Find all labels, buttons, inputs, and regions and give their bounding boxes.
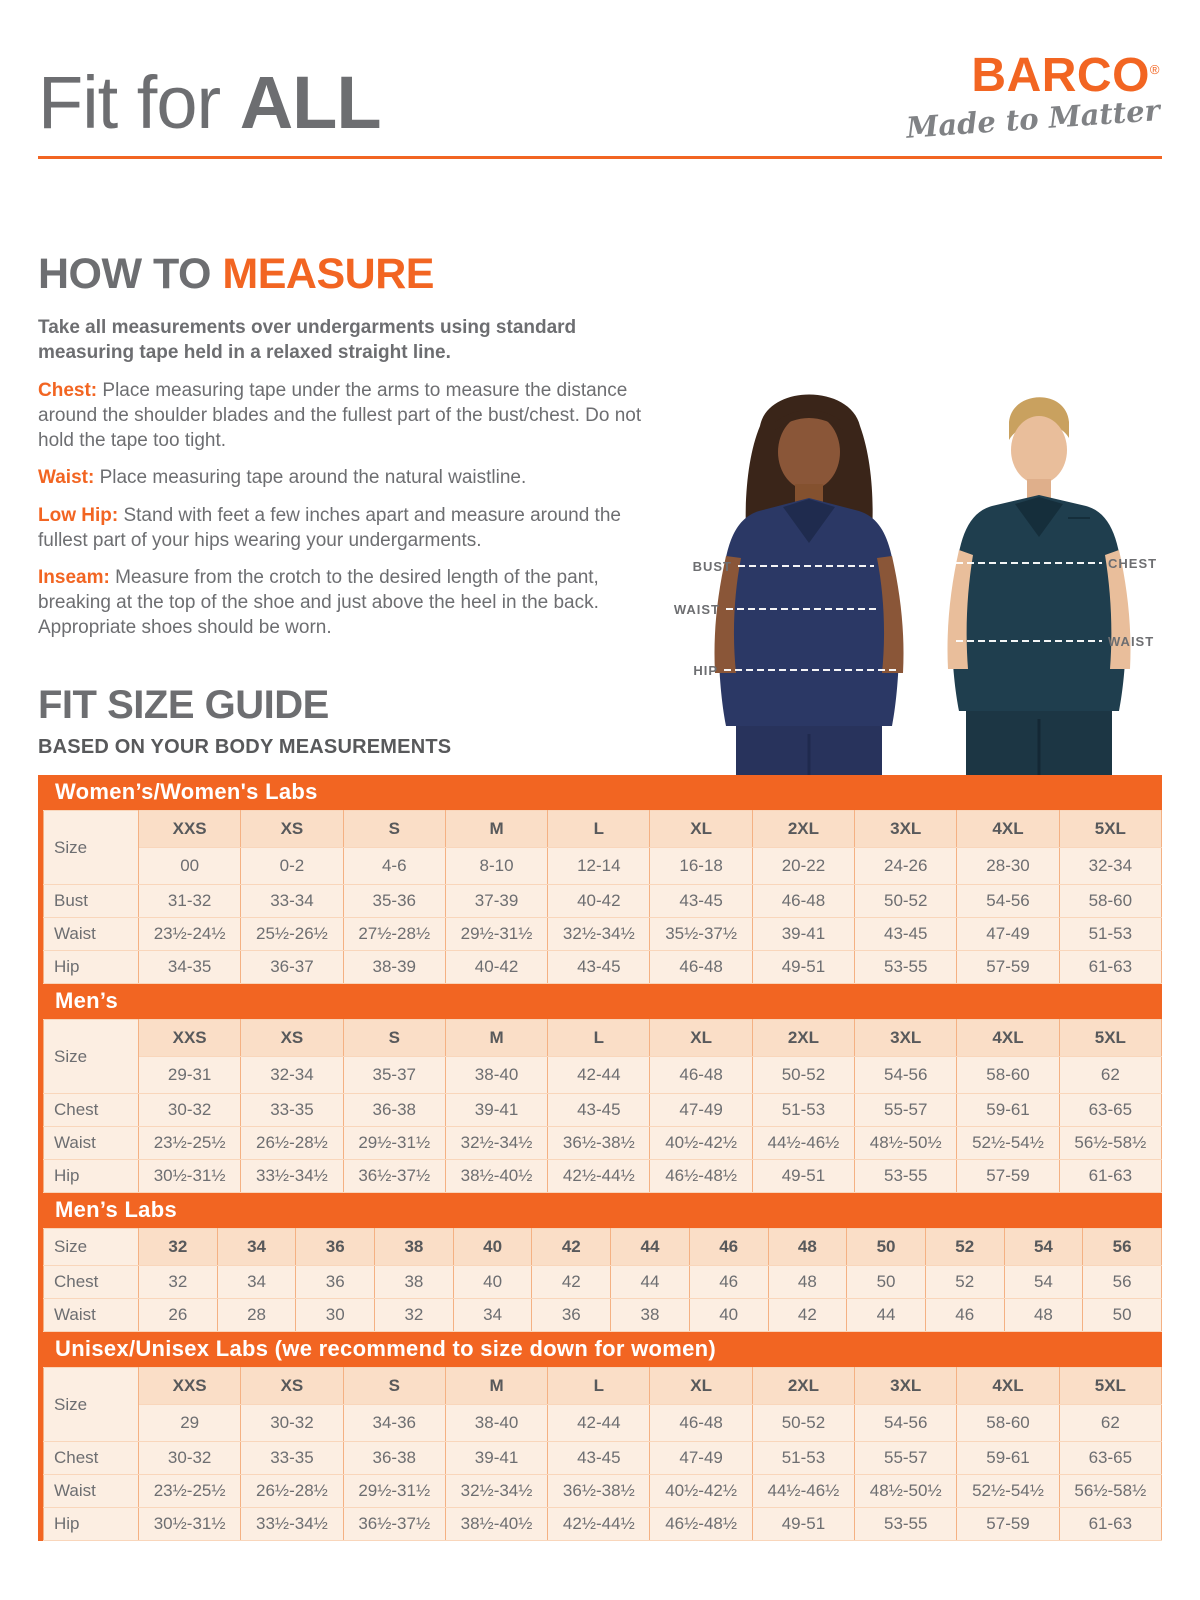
size-column-header: Size xyxy=(44,1020,139,1094)
alt-size-cell: 4-6 xyxy=(343,848,445,885)
measurement-cell: 54-56 xyxy=(957,885,1059,918)
measurement-cell: 43-45 xyxy=(855,918,957,951)
measurement-cell: 42½-44½ xyxy=(548,1160,650,1193)
alt-size-cell: 8-10 xyxy=(445,848,547,885)
measure-step-inseam xyxy=(38,566,643,640)
size-header-cell: 2XL xyxy=(752,811,854,848)
size-header-cell: 52 xyxy=(925,1229,1004,1266)
measurement-cell: 51-53 xyxy=(752,1094,854,1127)
size-header-cell: 38 xyxy=(375,1229,454,1266)
row-label-cell: Chest xyxy=(44,1442,139,1475)
measurement-row xyxy=(44,1094,1162,1127)
measurement-cell: 36-38 xyxy=(343,1094,445,1127)
chest-label: CHEST xyxy=(1108,556,1158,571)
alt-size-cell: 58-60 xyxy=(957,1057,1059,1094)
measurement-cell: 35-36 xyxy=(343,885,445,918)
measurement-row xyxy=(44,1442,1162,1475)
fit-size-guide-subheading: BASED ON YOUR BODY MEASUREMENTS xyxy=(38,736,452,758)
measurement-row xyxy=(44,1266,1162,1299)
size-table xyxy=(43,1367,1162,1541)
measurement-cell: 63-65 xyxy=(1059,1442,1161,1475)
alt-size-cell: 24-26 xyxy=(855,848,957,885)
measurement-cell: 23½-25½ xyxy=(139,1475,241,1508)
measurement-cell: 43-45 xyxy=(650,885,752,918)
woman-waist-label: WAIST xyxy=(673,602,720,617)
row-label-cell: Hip xyxy=(44,1160,139,1193)
size-header-cell: XXS xyxy=(139,1020,241,1057)
measurement-row xyxy=(44,1299,1162,1332)
alt-size-cell: 46-48 xyxy=(650,1057,752,1094)
measure-step-waist xyxy=(38,466,643,491)
alt-size-cell: 38-40 xyxy=(445,1057,547,1094)
measurement-cell: 36½-37½ xyxy=(343,1508,445,1541)
measurement-cell: 46-48 xyxy=(752,885,854,918)
size-header-cell: M xyxy=(445,811,547,848)
alt-size-row xyxy=(44,848,1162,885)
header xyxy=(38,49,1161,145)
measurement-cell: 51-53 xyxy=(1059,918,1161,951)
size-header-cell: 34 xyxy=(217,1229,296,1266)
alt-size-cell: 42-44 xyxy=(548,1405,650,1442)
measurement-cell: 34 xyxy=(217,1266,296,1299)
row-label-cell: Waist xyxy=(44,1475,139,1508)
measure-step-chest xyxy=(38,379,643,453)
alt-size-cell: 30-32 xyxy=(241,1405,343,1442)
measurement-cell: 59-61 xyxy=(957,1442,1059,1475)
size-header-cell: 3XL xyxy=(855,1368,957,1405)
mens-labs-size-table xyxy=(43,1228,1162,1332)
measurement-cell: 36 xyxy=(296,1266,375,1299)
unisex-table-section xyxy=(38,1332,1162,1541)
size-header-cell: 5XL xyxy=(1059,1368,1161,1405)
measurement-cell: 38½-40½ xyxy=(445,1508,547,1541)
measurement-cell: 48½-50½ xyxy=(855,1127,957,1160)
measurement-cell: 47-49 xyxy=(650,1442,752,1475)
measurement-cell: 52½-54½ xyxy=(957,1475,1059,1508)
step-text: Stand with feet a few inches apart and measure around the fullest part of your hips wearing your undergarments. xyxy=(38,504,621,551)
measurement-cell: 50 xyxy=(847,1266,926,1299)
row-label-cell: Hip xyxy=(44,1508,139,1541)
size-header-cell: 4XL xyxy=(957,811,1059,848)
womens-table-title: Women’s/Women's Labs xyxy=(43,775,1162,810)
size-header-cell: 46 xyxy=(689,1229,768,1266)
fit-size-guide-section xyxy=(38,683,1162,1541)
measurement-cell: 33½-34½ xyxy=(241,1160,343,1193)
measurement-cell: 33-34 xyxy=(241,885,343,918)
brand-name xyxy=(906,49,1160,102)
measure-intro: Take all measurements over undergarments using standard measuring tape held in a relaxed straight line. xyxy=(38,317,577,364)
measurement-cell: 40 xyxy=(453,1266,532,1299)
measurement-cell: 31-32 xyxy=(139,885,241,918)
size-header-cell: 56 xyxy=(1083,1229,1162,1266)
row-label-cell: Chest xyxy=(44,1266,139,1299)
measurement-cell: 36½-38½ xyxy=(548,1475,650,1508)
measurement-cell: 32½-34½ xyxy=(548,918,650,951)
mens-table-title: Men’s xyxy=(43,984,1162,1019)
alt-size-cell: 38-40 xyxy=(445,1405,547,1442)
alt-size-cell: 46-48 xyxy=(650,1405,752,1442)
womens-table-section xyxy=(38,775,1162,984)
measurement-cell: 58-60 xyxy=(1059,885,1161,918)
measurement-cell: 44 xyxy=(611,1266,690,1299)
how-to-measure-section xyxy=(38,250,643,653)
measurement-cell: 36½-37½ xyxy=(343,1160,445,1193)
size-header-cell: 50 xyxy=(847,1229,926,1266)
measurement-cell: 42 xyxy=(532,1266,611,1299)
measurement-cell: 29½-31½ xyxy=(445,918,547,951)
measurement-cell: 42 xyxy=(768,1299,847,1332)
alt-size-cell: 50-52 xyxy=(752,1057,854,1094)
measurement-cell: 39-41 xyxy=(445,1094,547,1127)
alt-size-cell: 0-2 xyxy=(241,848,343,885)
measurement-cell: 34 xyxy=(453,1299,532,1332)
measurement-cell: 32½-34½ xyxy=(445,1475,547,1508)
header-divider xyxy=(38,156,1162,159)
size-header-cell: 5XL xyxy=(1059,811,1161,848)
size-header-row xyxy=(44,811,1162,848)
measurement-cell: 61-63 xyxy=(1059,1508,1161,1541)
step-text: Place measuring tape under the arms to measure the distance around the shoulder blades and the fullest part of the bust/chest. Do not hold the tape too tight. xyxy=(38,380,642,451)
measurement-cell: 26½-28½ xyxy=(241,1127,343,1160)
step-label: Inseam: xyxy=(38,567,110,589)
fit-size-guide-heading: FIT SIZE GUIDE xyxy=(38,683,329,727)
size-header-cell: XS xyxy=(241,1020,343,1057)
measurement-cell: 30½-31½ xyxy=(139,1508,241,1541)
size-header-cell: S xyxy=(343,811,445,848)
alt-size-cell: 35-37 xyxy=(343,1057,445,1094)
measurement-cell: 55-57 xyxy=(855,1094,957,1127)
size-header-cell: 40 xyxy=(453,1229,532,1266)
measurement-cell: 40½-42½ xyxy=(650,1475,752,1508)
size-header-cell: 2XL xyxy=(752,1368,854,1405)
alt-size-cell: 29 xyxy=(139,1405,241,1442)
size-header-cell: XXS xyxy=(139,1368,241,1405)
measurement-cell: 36 xyxy=(532,1299,611,1332)
measurement-cell: 33-35 xyxy=(241,1094,343,1127)
alt-size-cell: 00 xyxy=(139,848,241,885)
step-label: Chest: xyxy=(38,380,98,402)
measurement-cell: 47-49 xyxy=(957,918,1059,951)
step-text: Place measuring tape around the natural waistline. xyxy=(94,467,527,489)
size-header-cell: M xyxy=(445,1020,547,1057)
alt-size-cell: 20-22 xyxy=(752,848,854,885)
measurement-cell: 46 xyxy=(925,1299,1004,1332)
measurement-cell: 44½-46½ xyxy=(752,1475,854,1508)
measurement-cell: 57-59 xyxy=(957,951,1059,984)
measurement-cell: 43-45 xyxy=(548,951,650,984)
size-header-cell: L xyxy=(548,1368,650,1405)
measurement-cell: 46 xyxy=(689,1266,768,1299)
measurement-row xyxy=(44,1160,1162,1193)
row-label-cell: Chest xyxy=(44,1094,139,1127)
measurement-row xyxy=(44,885,1162,918)
size-header-cell: 44 xyxy=(611,1229,690,1266)
size-header-cell: L xyxy=(548,811,650,848)
measurement-cell: 42½-44½ xyxy=(548,1508,650,1541)
measurement-cell: 32 xyxy=(139,1266,218,1299)
page-title-heavy: ALL xyxy=(239,61,381,144)
measurement-cell: 29½-31½ xyxy=(343,1475,445,1508)
how-to-measure-heading xyxy=(38,250,643,299)
size-tables xyxy=(38,775,1162,1541)
heading-orange-part: MEASURE xyxy=(222,250,434,298)
size-header-cell: 2XL xyxy=(752,1020,854,1057)
measurement-cell: 40 xyxy=(689,1299,768,1332)
alt-size-cell: 42-44 xyxy=(548,1057,650,1094)
measurement-cell: 44 xyxy=(847,1299,926,1332)
alt-size-cell: 62 xyxy=(1059,1405,1161,1442)
measurement-cell: 38-39 xyxy=(343,951,445,984)
bust-label: BUST xyxy=(692,559,732,574)
size-header-cell: 4XL xyxy=(957,1020,1059,1057)
alt-size-cell: 62 xyxy=(1059,1057,1161,1094)
brand-tagline: Made to Matter xyxy=(905,93,1161,145)
measurement-cell: 47-49 xyxy=(650,1094,752,1127)
measurement-cell: 34-35 xyxy=(139,951,241,984)
measurement-cell: 39-41 xyxy=(752,918,854,951)
size-header-cell: M xyxy=(445,1368,547,1405)
measurement-cell: 43-45 xyxy=(548,1094,650,1127)
size-header-cell: 54 xyxy=(1004,1229,1083,1266)
size-header-cell: XL xyxy=(650,1368,752,1405)
measurement-cell: 52 xyxy=(925,1266,1004,1299)
measurement-cell: 59-61 xyxy=(957,1094,1059,1127)
measurement-cell: 49-51 xyxy=(752,1508,854,1541)
unisex-size-table xyxy=(43,1367,1162,1541)
measurement-cell: 33-35 xyxy=(241,1442,343,1475)
row-label-cell: Waist xyxy=(44,1127,139,1160)
measurement-cell: 32½-34½ xyxy=(445,1127,547,1160)
measurement-row xyxy=(44,1127,1162,1160)
measurement-cell: 40-42 xyxy=(445,951,547,984)
measurement-cell: 36-37 xyxy=(241,951,343,984)
measurement-cell: 28 xyxy=(217,1299,296,1332)
measurement-cell: 56 xyxy=(1083,1266,1162,1299)
measurement-cell: 46-48 xyxy=(650,951,752,984)
alt-size-cell: 12-14 xyxy=(548,848,650,885)
measurement-cell: 30-32 xyxy=(139,1094,241,1127)
size-header-row xyxy=(44,1229,1162,1266)
row-label-cell: Waist xyxy=(44,1299,139,1332)
alt-size-row xyxy=(44,1405,1162,1442)
measurement-cell: 30 xyxy=(296,1299,375,1332)
measurement-cell: 30½-31½ xyxy=(139,1160,241,1193)
size-table xyxy=(43,1019,1162,1193)
measurement-row xyxy=(44,951,1162,984)
page-title-light: Fit for xyxy=(38,61,240,144)
measurement-cell: 23½-25½ xyxy=(139,1127,241,1160)
measurement-cell: 32 xyxy=(375,1299,454,1332)
measurement-cell: 27½-28½ xyxy=(343,918,445,951)
row-label-cell: Waist xyxy=(44,918,139,951)
measure-step-low-hip xyxy=(38,504,643,553)
measurement-row xyxy=(44,918,1162,951)
alt-size-cell: 32-34 xyxy=(241,1057,343,1094)
measurement-cell: 53-55 xyxy=(855,951,957,984)
row-label-cell: Bust xyxy=(44,885,139,918)
measurement-cell: 53-55 xyxy=(855,1508,957,1541)
alt-size-cell: 28-30 xyxy=(957,848,1059,885)
measurement-cell: 48 xyxy=(1004,1299,1083,1332)
alt-size-cell: 34-36 xyxy=(343,1405,445,1442)
measurement-cell: 56½-58½ xyxy=(1059,1127,1161,1160)
measurement-cell: 54 xyxy=(1004,1266,1083,1299)
alt-size-cell: 54-56 xyxy=(855,1405,957,1442)
size-header-row xyxy=(44,1020,1162,1057)
measurement-cell: 50-52 xyxy=(855,885,957,918)
alt-size-cell: 58-60 xyxy=(957,1405,1059,1442)
size-header-cell: 32 xyxy=(139,1229,218,1266)
measurement-cell: 63-65 xyxy=(1059,1094,1161,1127)
measurement-cell: 33½-34½ xyxy=(241,1508,343,1541)
size-header-cell: 36 xyxy=(296,1229,375,1266)
measurement-cell: 26 xyxy=(139,1299,218,1332)
page-title xyxy=(38,52,381,144)
measurement-row xyxy=(44,1508,1162,1541)
measurement-cell: 36½-38½ xyxy=(548,1127,650,1160)
size-header-cell: S xyxy=(343,1368,445,1405)
measurement-cell: 43-45 xyxy=(548,1442,650,1475)
size-header-cell: S xyxy=(343,1020,445,1057)
size-header-cell: XL xyxy=(650,1020,752,1057)
size-column-header: Size xyxy=(44,1368,139,1442)
measurement-cell: 23½-24½ xyxy=(139,918,241,951)
size-header-cell: 48 xyxy=(768,1229,847,1266)
measurement-cell: 39-41 xyxy=(445,1442,547,1475)
womens-size-table xyxy=(43,810,1162,984)
size-header-cell: XS xyxy=(241,811,343,848)
measurement-cell: 40½-42½ xyxy=(650,1127,752,1160)
measurement-cell: 61-63 xyxy=(1059,1160,1161,1193)
alt-size-row xyxy=(44,1057,1162,1094)
measurement-cell: 49-51 xyxy=(752,1160,854,1193)
measurement-cell: 37-39 xyxy=(445,885,547,918)
measurement-cell: 51-53 xyxy=(752,1442,854,1475)
size-header-cell: XL xyxy=(650,811,752,848)
measurement-cell: 53-55 xyxy=(855,1160,957,1193)
measurement-row xyxy=(44,1475,1162,1508)
row-label-cell: Hip xyxy=(44,951,139,984)
measurement-cell: 48 xyxy=(768,1266,847,1299)
mens-labs-table-section xyxy=(38,1193,1162,1332)
step-label: Low Hip: xyxy=(38,504,119,526)
size-header-cell: XS xyxy=(241,1368,343,1405)
measurement-cell: 46½-48½ xyxy=(650,1160,752,1193)
measurement-cell: 40-42 xyxy=(548,885,650,918)
brand-wordmark: BARCO xyxy=(971,49,1150,102)
size-header-row xyxy=(44,1368,1162,1405)
measurement-cell: 57-59 xyxy=(957,1160,1059,1193)
measurement-cell: 56½-58½ xyxy=(1059,1475,1161,1508)
measurement-cell: 48½-50½ xyxy=(855,1475,957,1508)
heading-gray-part: HOW TO xyxy=(38,250,223,298)
measurement-cell: 38 xyxy=(375,1266,454,1299)
measurement-cell: 29½-31½ xyxy=(343,1127,445,1160)
measurement-cell: 35½-37½ xyxy=(650,918,752,951)
registered-mark-icon: ® xyxy=(1149,62,1160,77)
measurement-cell: 36-38 xyxy=(343,1442,445,1475)
measurement-cell: 38 xyxy=(611,1299,690,1332)
measurement-cell: 49-51 xyxy=(752,951,854,984)
measurement-cell: 26½-28½ xyxy=(241,1475,343,1508)
size-header-cell: 3XL xyxy=(855,1020,957,1057)
measurement-cell: 55-57 xyxy=(855,1442,957,1475)
mens-size-table xyxy=(43,1019,1162,1193)
size-header-cell: 3XL xyxy=(855,811,957,848)
size-column-header: Size xyxy=(44,1229,139,1266)
size-header-cell: 5XL xyxy=(1059,1020,1161,1057)
measurement-cell: 57-59 xyxy=(957,1508,1059,1541)
measurement-cell: 38½-40½ xyxy=(445,1160,547,1193)
mens-table-section xyxy=(38,984,1162,1193)
brand-logo xyxy=(905,49,1161,145)
measurement-cell: 25½-26½ xyxy=(241,918,343,951)
unisex-table-title: Unisex/Unisex Labs (we recommend to size down for women) xyxy=(43,1332,1162,1367)
step-text: Measure from the crotch to the desired length of the pant, breaking at the top of the shoe and just above the heel in the back. Appropriate shoes should be worn. xyxy=(38,567,599,638)
alt-size-cell: 50-52 xyxy=(752,1405,854,1442)
size-column-header: Size xyxy=(44,811,139,885)
step-label: Waist: xyxy=(38,467,95,489)
hip-label: HIP xyxy=(693,663,718,678)
measurement-cell: 61-63 xyxy=(1059,951,1161,984)
size-header-cell: XXS xyxy=(139,811,241,848)
size-table xyxy=(43,810,1162,984)
measurement-cell: 30-32 xyxy=(139,1442,241,1475)
size-header-cell: 42 xyxy=(532,1229,611,1266)
alt-size-cell: 54-56 xyxy=(855,1057,957,1094)
size-header-cell: L xyxy=(548,1020,650,1057)
measurement-cell: 50 xyxy=(1083,1299,1162,1332)
alt-size-cell: 29-31 xyxy=(139,1057,241,1094)
alt-size-cell: 16-18 xyxy=(650,848,752,885)
size-header-cell: 4XL xyxy=(957,1368,1059,1405)
measurement-cell: 44½-46½ xyxy=(752,1127,854,1160)
mens-labs-table-title: Men’s Labs xyxy=(43,1193,1162,1228)
measurement-cell: 52½-54½ xyxy=(957,1127,1059,1160)
size-table xyxy=(43,1228,1162,1332)
man-waist-label: WAIST xyxy=(1108,634,1155,649)
alt-size-cell: 32-34 xyxy=(1059,848,1161,885)
measurement-cell: 46½-48½ xyxy=(650,1508,752,1541)
